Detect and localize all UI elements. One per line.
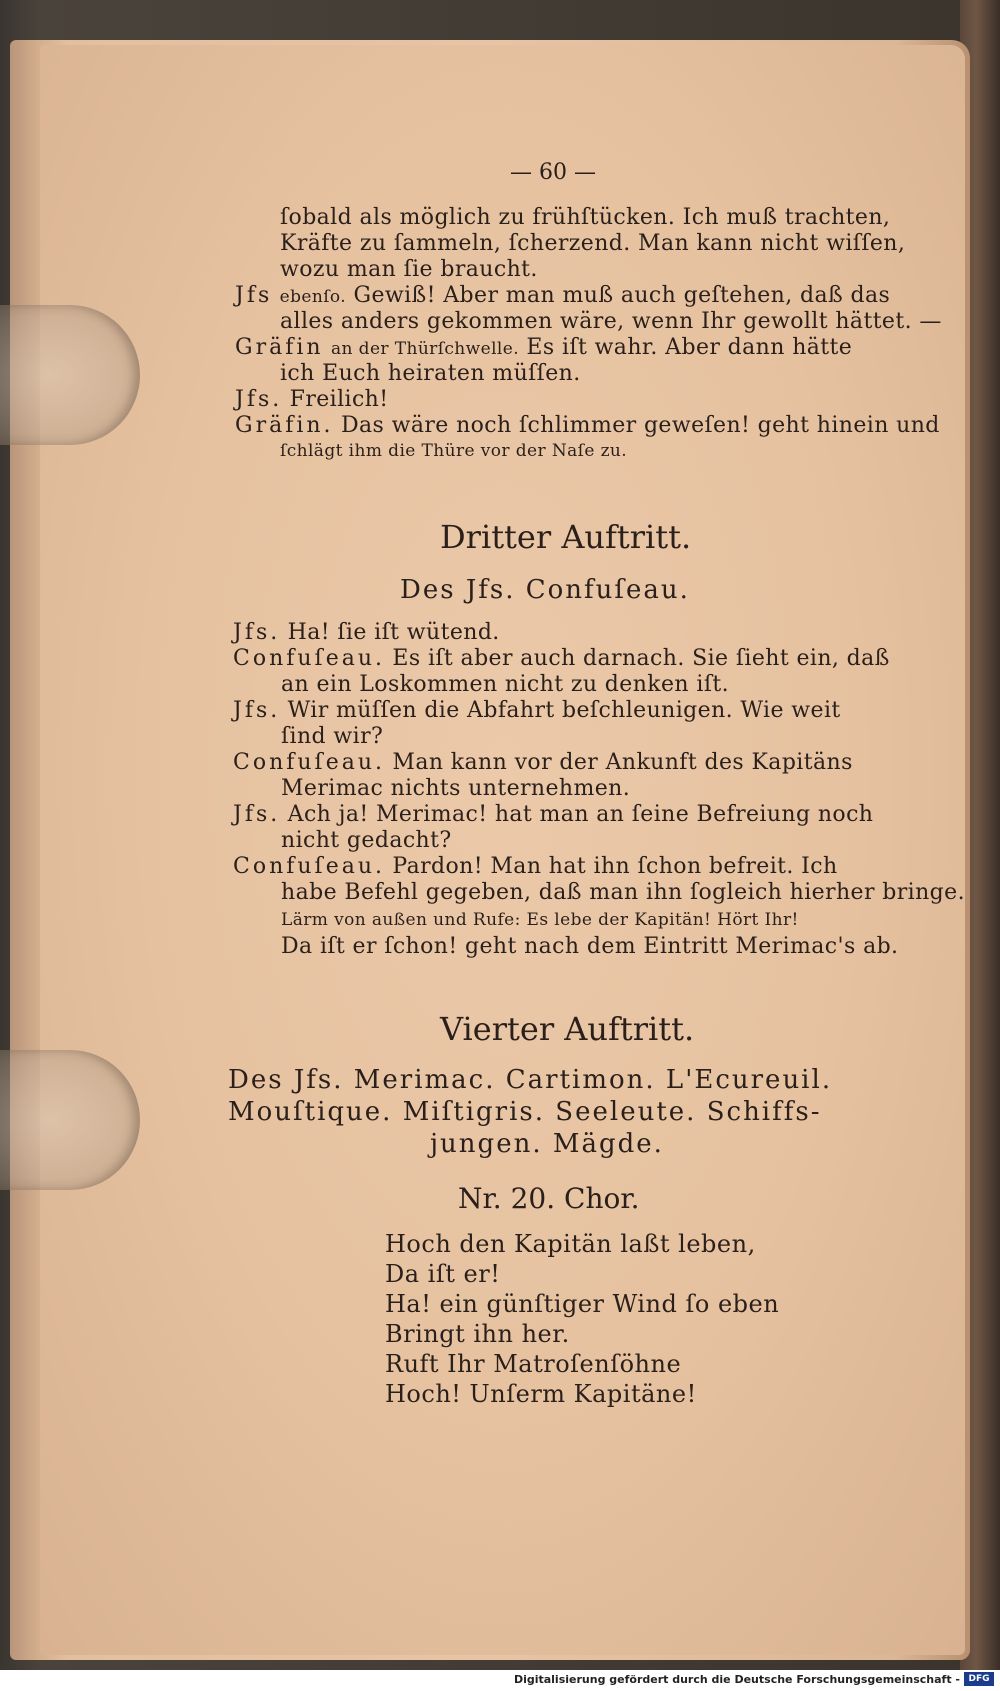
stage-direction: ebenſo. bbox=[279, 287, 347, 307]
song-line: Bringt ihn her. bbox=[385, 1320, 570, 1348]
song-line: Ruft Ihr Matroſenſöhne bbox=[385, 1350, 682, 1378]
text-line: ich Euch heiraten müſſen. bbox=[280, 361, 581, 386]
page-clip-bottom bbox=[0, 1050, 140, 1190]
speaker-name: Jfs. bbox=[233, 620, 281, 645]
dialogue-line: Gräfin an der Thürſchwelle. Es iſt wahr. Aber dann hätte bbox=[235, 335, 853, 360]
song-line: Ha! ein günſtiger Wind ſo eben bbox=[385, 1290, 780, 1318]
speaker-name: Gräfin. bbox=[235, 413, 334, 438]
funding-credit: Digitalisierung gefördert durch die Deutsche Forschungsgemeinschaft - bbox=[513, 1673, 960, 1686]
text-line: nicht gedacht? bbox=[281, 828, 452, 853]
text-line: Da iſt er ſchon! geht nach dem Eintritt Merimac's ab. bbox=[281, 934, 899, 959]
dialogue-line: Confuſeau. Es iſt aber auch darnach. Sie ſieht ein, daß bbox=[233, 646, 890, 671]
dialogue-block-2 bbox=[233, 620, 965, 960]
dialogue-line: Gräfin. Das wäre noch ſchlimmer geweſen! geht hinein und bbox=[235, 413, 940, 438]
speaker-name: Confuſeau. bbox=[233, 854, 385, 879]
scene-cast-line: Des Jfs. Merimac. Cartimon. L'Ecureuil. bbox=[228, 1065, 833, 1095]
page-clip-top bbox=[0, 305, 140, 445]
dialogue-line: Jfs. Ach ja! Merimac! hat man an ſeine Befreiung noch bbox=[233, 802, 874, 827]
speaker-name: Jfs. bbox=[233, 802, 281, 827]
text-line: ſind wir? bbox=[281, 724, 384, 749]
speaker-name: Confuſeau. bbox=[233, 750, 385, 775]
song-line: Da iſt er! bbox=[385, 1260, 501, 1288]
song-line: Hoch den Kapitän laßt leben, bbox=[385, 1230, 756, 1258]
stage-direction: Lärm von außen und Rufe: Es lebe der Kapitän! Hört Ihr! bbox=[281, 910, 799, 930]
text-line: wozu man ſie braucht. bbox=[280, 257, 538, 282]
text-line: habe Befehl gegeben, daß man ihn ſogleich hierher bringe. bbox=[281, 880, 965, 905]
dialogue-line: Confuſeau. Man kann vor der Ankunft des Kapitäns bbox=[233, 750, 853, 775]
dialogue-line: Jfs. Wir müſſen die Abfahrt beſchleunigen. Wie weit bbox=[233, 698, 841, 723]
page-number: — 60 — bbox=[510, 160, 596, 185]
text-line: Kräfte zu ſammeln, ſcherzend. Man kann nicht wiſſen, bbox=[280, 231, 906, 256]
text-line: alles anders gekommen wäre, wenn Ihr gewollt hättet. — bbox=[280, 309, 942, 334]
stage-direction: an der Thürſchwelle. bbox=[330, 339, 520, 359]
speaker-name: Gräfin bbox=[235, 335, 324, 360]
speaker-name: Confuſeau. bbox=[233, 646, 385, 671]
scene-cast-line: jungen. Mägde. bbox=[430, 1129, 664, 1159]
text-line: Merimac nichts unternehmen. bbox=[281, 776, 631, 801]
dialogue-block-1 bbox=[235, 205, 942, 475]
dfg-logo: DFG bbox=[964, 1672, 994, 1686]
dialogue-line: Jfs ebenſo. Gewiß! Aber man muß auch geſtehen, daß das bbox=[235, 283, 891, 308]
stage-direction: ſchlägt ihm die Thüre vor der Naſe zu. bbox=[280, 441, 628, 461]
scene-cast-line: Mouſtique. Miſtigris. Seeleute. Schiffs- bbox=[228, 1097, 822, 1127]
text-line: an ein Loskommen nicht zu denken iſt. bbox=[281, 672, 729, 697]
scene-title: Vierter Auftritt. bbox=[440, 1010, 695, 1048]
scene-title: Dritter Auftritt. bbox=[440, 518, 692, 556]
scene-cast: Des Jfs. Confuſeau. bbox=[400, 575, 690, 605]
speaker-name: Jfs bbox=[235, 283, 273, 308]
text-line: ſobald als möglich zu frühſtücken. Ich muß trachten, bbox=[280, 205, 891, 230]
dialogue-line: Jfs. Ha! ſie iſt wütend. bbox=[233, 620, 500, 645]
dialogue-line: Jfs. Freilich! bbox=[235, 387, 389, 412]
speaker-name: Jfs. bbox=[235, 387, 283, 412]
song-title: Nr. 20. Chor. bbox=[458, 1182, 640, 1215]
song-line: Hoch! Unſerm Kapitäne! bbox=[385, 1380, 697, 1408]
dialogue-line: Confuſeau. Pardon! Man hat ihn ſchon befreit. Ich bbox=[233, 854, 838, 879]
speaker-name: Jfs. bbox=[233, 698, 281, 723]
